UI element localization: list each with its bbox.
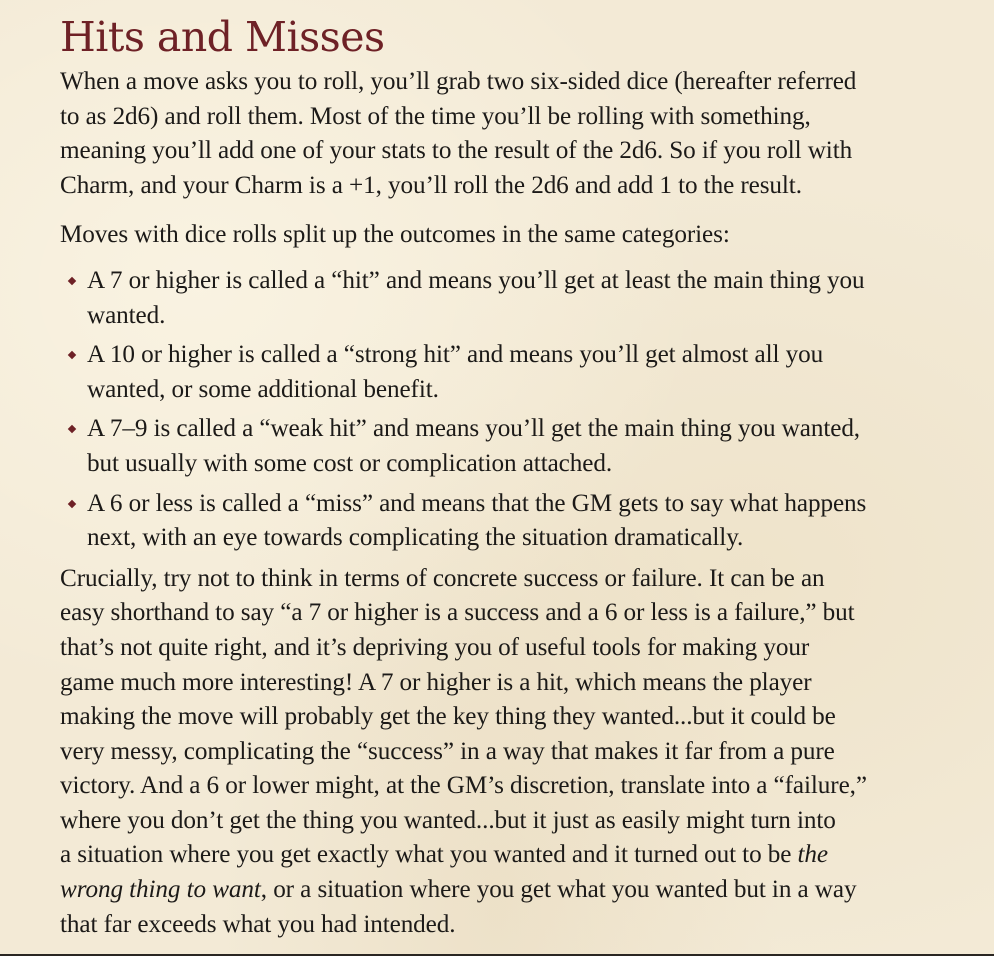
body-line <box>60 873 950 908</box>
body-line: game much more interesting! A 7 or higher is a hit, which means the player <box>60 668 812 696</box>
body-line: very messy, complicating the “success” in a way that makes it far from a pure <box>60 737 835 765</box>
body-line: easy shorthand to say “a 7 or higher is a success and a 6 or less is a failure,” but <box>60 599 855 627</box>
body-line: victory. And a 6 or lower might, at the GM’s discretion, translate into a “failure,” <box>60 772 867 800</box>
list-item-text: A 7–9 is called a “weak hit” and means you’ll get the main thing you wanted, <box>87 415 861 443</box>
body-line: making the move will probably get the key thing they wanted...but it could be <box>60 703 836 731</box>
list-item-text: but usually with some cost or complication attached. <box>87 449 613 477</box>
section-heading: Hits and Misses <box>60 13 385 61</box>
list-item <box>60 412 950 481</box>
diamond-bullet-icon <box>68 277 76 285</box>
body-paragraph <box>60 562 950 943</box>
body-line: that’s not quite right, and it’s depriving you of useful tools for making your <box>60 633 810 661</box>
intro-line: Charm, and your Charm is a +1, you’ll roll the 2d6 and add 1 to the result. <box>60 171 802 199</box>
body-line: that far exceeds what you had intended. <box>60 910 456 938</box>
body-text: , or a situation where you get what you wanted but in a way <box>260 876 857 904</box>
intro-line: When a move asks you to roll, you’ll grab two six-sided dice (hereafter referred <box>60 68 857 95</box>
intro-line: meaning you’ll add one of your stats to the result of the 2d6. So if you roll with <box>60 137 853 165</box>
emphasis-text: the <box>797 841 829 869</box>
list-item-text: A 10 or higher is called a “strong hit” and means you’ll get almost all you <box>87 341 824 369</box>
diamond-bullet-icon <box>68 425 76 433</box>
list-item-text: next, with an eye towards complicating the situation dramatically. <box>87 524 744 552</box>
list-item <box>60 487 950 556</box>
page-content <box>60 8 950 942</box>
list-item <box>60 264 950 333</box>
outcomes-list <box>60 264 950 556</box>
list-item-text: A 6 or less is called a “miss” and means that the GM gets to say what happens <box>87 489 867 517</box>
list-item-text: wanted. <box>87 301 166 329</box>
body-line <box>60 838 950 873</box>
body-text: a situation where you get exactly what you wanted and it turned out to be <box>60 841 798 869</box>
list-item <box>60 338 950 407</box>
intro-paragraph <box>60 65 950 203</box>
body-line: Crucially, try not to think in terms of concrete success or failure. It can be an <box>60 564 825 592</box>
list-item-text: A 7 or higher is called a “hit” and means you’ll get at least the main thing you <box>87 266 865 294</box>
body-line: where you don’t get the thing you wanted...but it just as easily might turn into <box>60 806 836 834</box>
diamond-bullet-icon <box>68 499 76 507</box>
emphasis-text: wrong thing to want <box>60 876 261 904</box>
diamond-bullet-icon <box>68 351 76 359</box>
intro-line: to as 2d6) and roll them. Most of the time you’ll be rolling with something, <box>60 102 811 130</box>
outcomes-lead: Moves with dice rolls split up the outcomes in the same categories: <box>60 221 730 249</box>
list-item-text: wanted, or some additional benefit. <box>87 375 439 403</box>
